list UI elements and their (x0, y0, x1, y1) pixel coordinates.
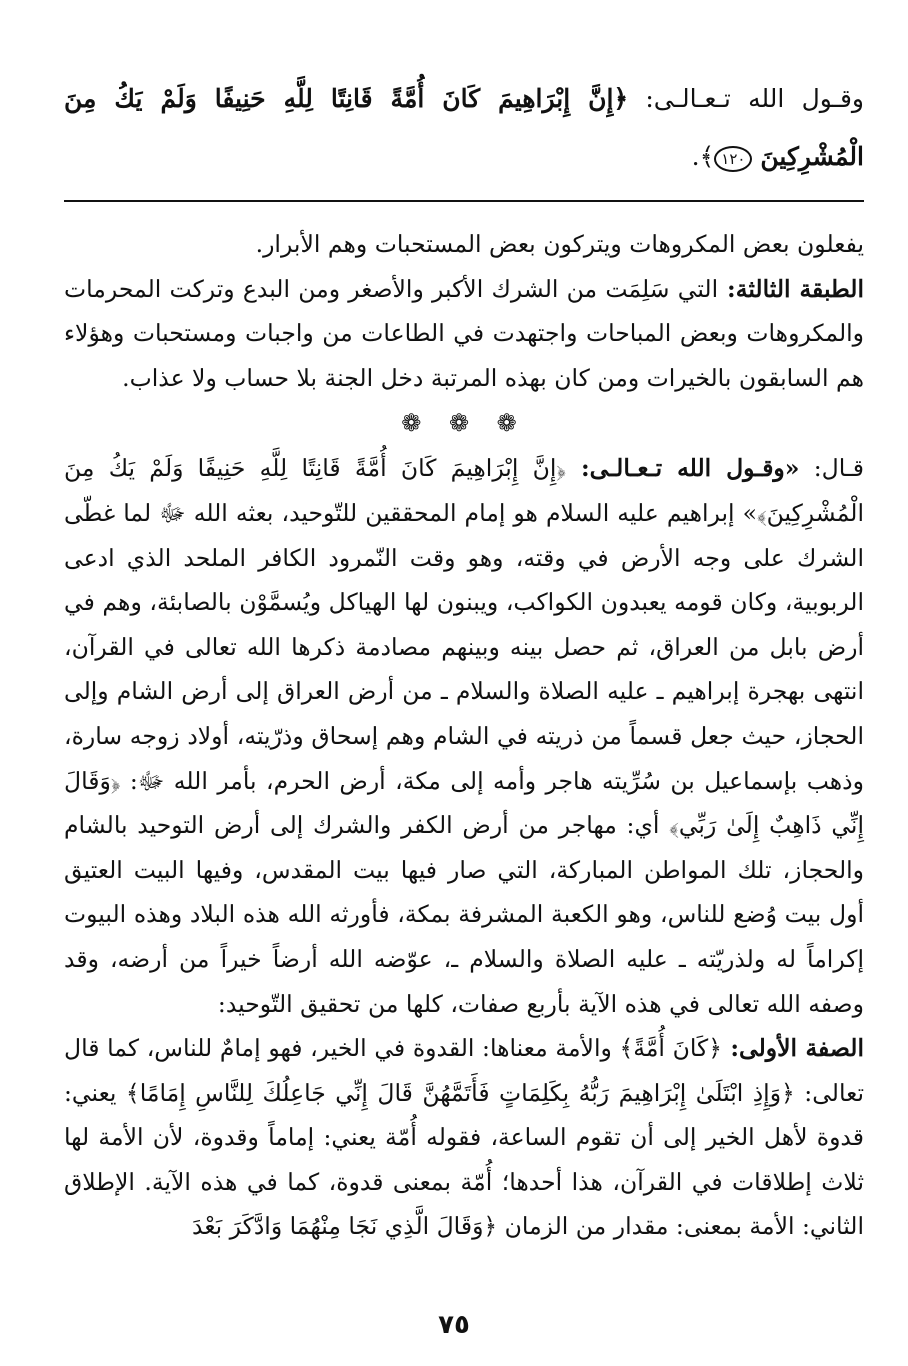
header-intro: وقـول الله تـعـالـى: (628, 84, 864, 113)
header-divider (64, 200, 864, 202)
first-attribute-text: ﴿كَانَ أُمَّةً﴾ والأمة معناها: القدوة في الخير، فهو إمامٌ للناس، كما قال تعالى: ﴿وَإِذِ ابْتَلَىٰ إِبْرَاهِيمَ رَبُّهُ بِكَلِمَاتٍ فَأَتَمَّهُنَّ قَالَ إِنِّي جَاعِلُكَ لِلنَّاسِ إِمَامًا﴾ يعني: قدوة لأهل الخير إلى أن تقوم الساعة، فقوله أُمّة يعني: إماماً وقدوة، لأن الأمة لها ثلاث إطلاقات في القرآن، هذا أحدها؛ أُمّة بمعنى قدوة، كما في هذه الآية. الإطلاق الثاني: الأمة بمعنى: مقدار من الزمان ﴿وَقَالَ الَّذِي نَجَا مِنْهُمَا وَادَّكَرَ بَعْدَ (64, 1034, 864, 1241)
header-verse-end: ﴾. (691, 142, 715, 171)
first-attribute-heading: الصفة الأولى: (722, 1034, 864, 1063)
paragraph-third-class (64, 267, 864, 401)
paragraph-continuation: يفعلون بعض المكروهات ويتركون بعض المستحبات وهم الأبرار. (255, 230, 864, 258)
paragraph-first-attribute (64, 1026, 864, 1249)
paragraph-commentary (64, 446, 864, 1026)
body-text (64, 222, 864, 1249)
page-number: ٧٥ (438, 1310, 470, 1340)
header-verse (64, 70, 864, 186)
header-verse-text: ﴿إِنَّ إِبْرَاهِيمَ كَانَ أُمَّةً قَانِتًا لِلَّهِ حَنِيفًا وَلَمْ يَكُ مِنَ الْمُشْرِكِينَ (64, 84, 864, 171)
third-class-heading: الطبقة الثالثة: (718, 274, 864, 303)
commentary-text: ﴿إِنَّ إِبْرَاهِيمَ كَانَ أُمَّةً قَانِتًا لِلَّهِ حَنِيفًا وَلَمْ يَكُ مِنَ الْمُشْرِكِينَ﴾» إبراهيم عليه السلام هو إمام المحققين للتّوحيد، بعثه الله ﷻ لما غطّى الشرك على وجه الأرض في وقته، وهو وقت النّمرود الكافر الملحد الذي ادعى الربوبية، وكان قومه يعبدون الكواكب، ويبنون لها الهياكل ويُسمَّوْن بالصابئة، وهم في أرض بابل من العراق، ثم حصل بينه وبينهم مصادمة ذكرها الله تعالى في القرآن، انتهى بهجرة إبراهيم ـ عليه الصلاة والسلام ـ من أرض العراق إلى أرض الشام وإلى الحجاز، حيث جعل قسماً من ذريته في الشام وهم إسحاق وذرّيته، أولاد زوجه سارة، وذهب بإسماعيل بن سُرِّيته هاجر وأمه إلى مكة، أرض الحرم، بأمر الله ﷻ: ﴿وَقَالَ إِنِّي ذَاهِبٌ إِلَىٰ رَبِّي﴾ أي: مهاجر من أرض الكفر والشرك إلى أرض التوحيد بالشام والحجاز، تلك المواطن المباركة، التي صار فيها بيت المقدس، وفيها البيت العتيق أول بيت وُضع للناس، وهو الكعبة المشرفة بمكة، فأورثه الله هذه البلاد وهذه البيوت إكراماً له ولذريّته ـ عليه الصلاة والسلام ـ، عوّضه الله أرضاً خيراً من أرضه، وقد وصفه الله تعالى في هذه الآية بأربع صفات، كلها من تحقيق التّوحيد: (64, 454, 864, 1018)
verse-number-medallion: ١٢٠ (714, 146, 752, 172)
commentary-qal: قـال: (799, 454, 864, 483)
third-class-text: التي سَلِمَت من الشرك الأكبر والأصغر ومن البدع وتركت المحرمات والمكروهات وبعض المباحات واجتهدت في الطاعات من واجبات ومستحبات وهؤلاء هم السابقون بالخيرات ومن كان بهذه المرتبة دخل الجنة بلا حساب ولا عذاب. (64, 274, 864, 392)
commentary-heading: «وقـول الله تـعـالـى: (566, 454, 800, 483)
section-separator-ornament: ❁ ❁ ❁ (401, 409, 527, 438)
